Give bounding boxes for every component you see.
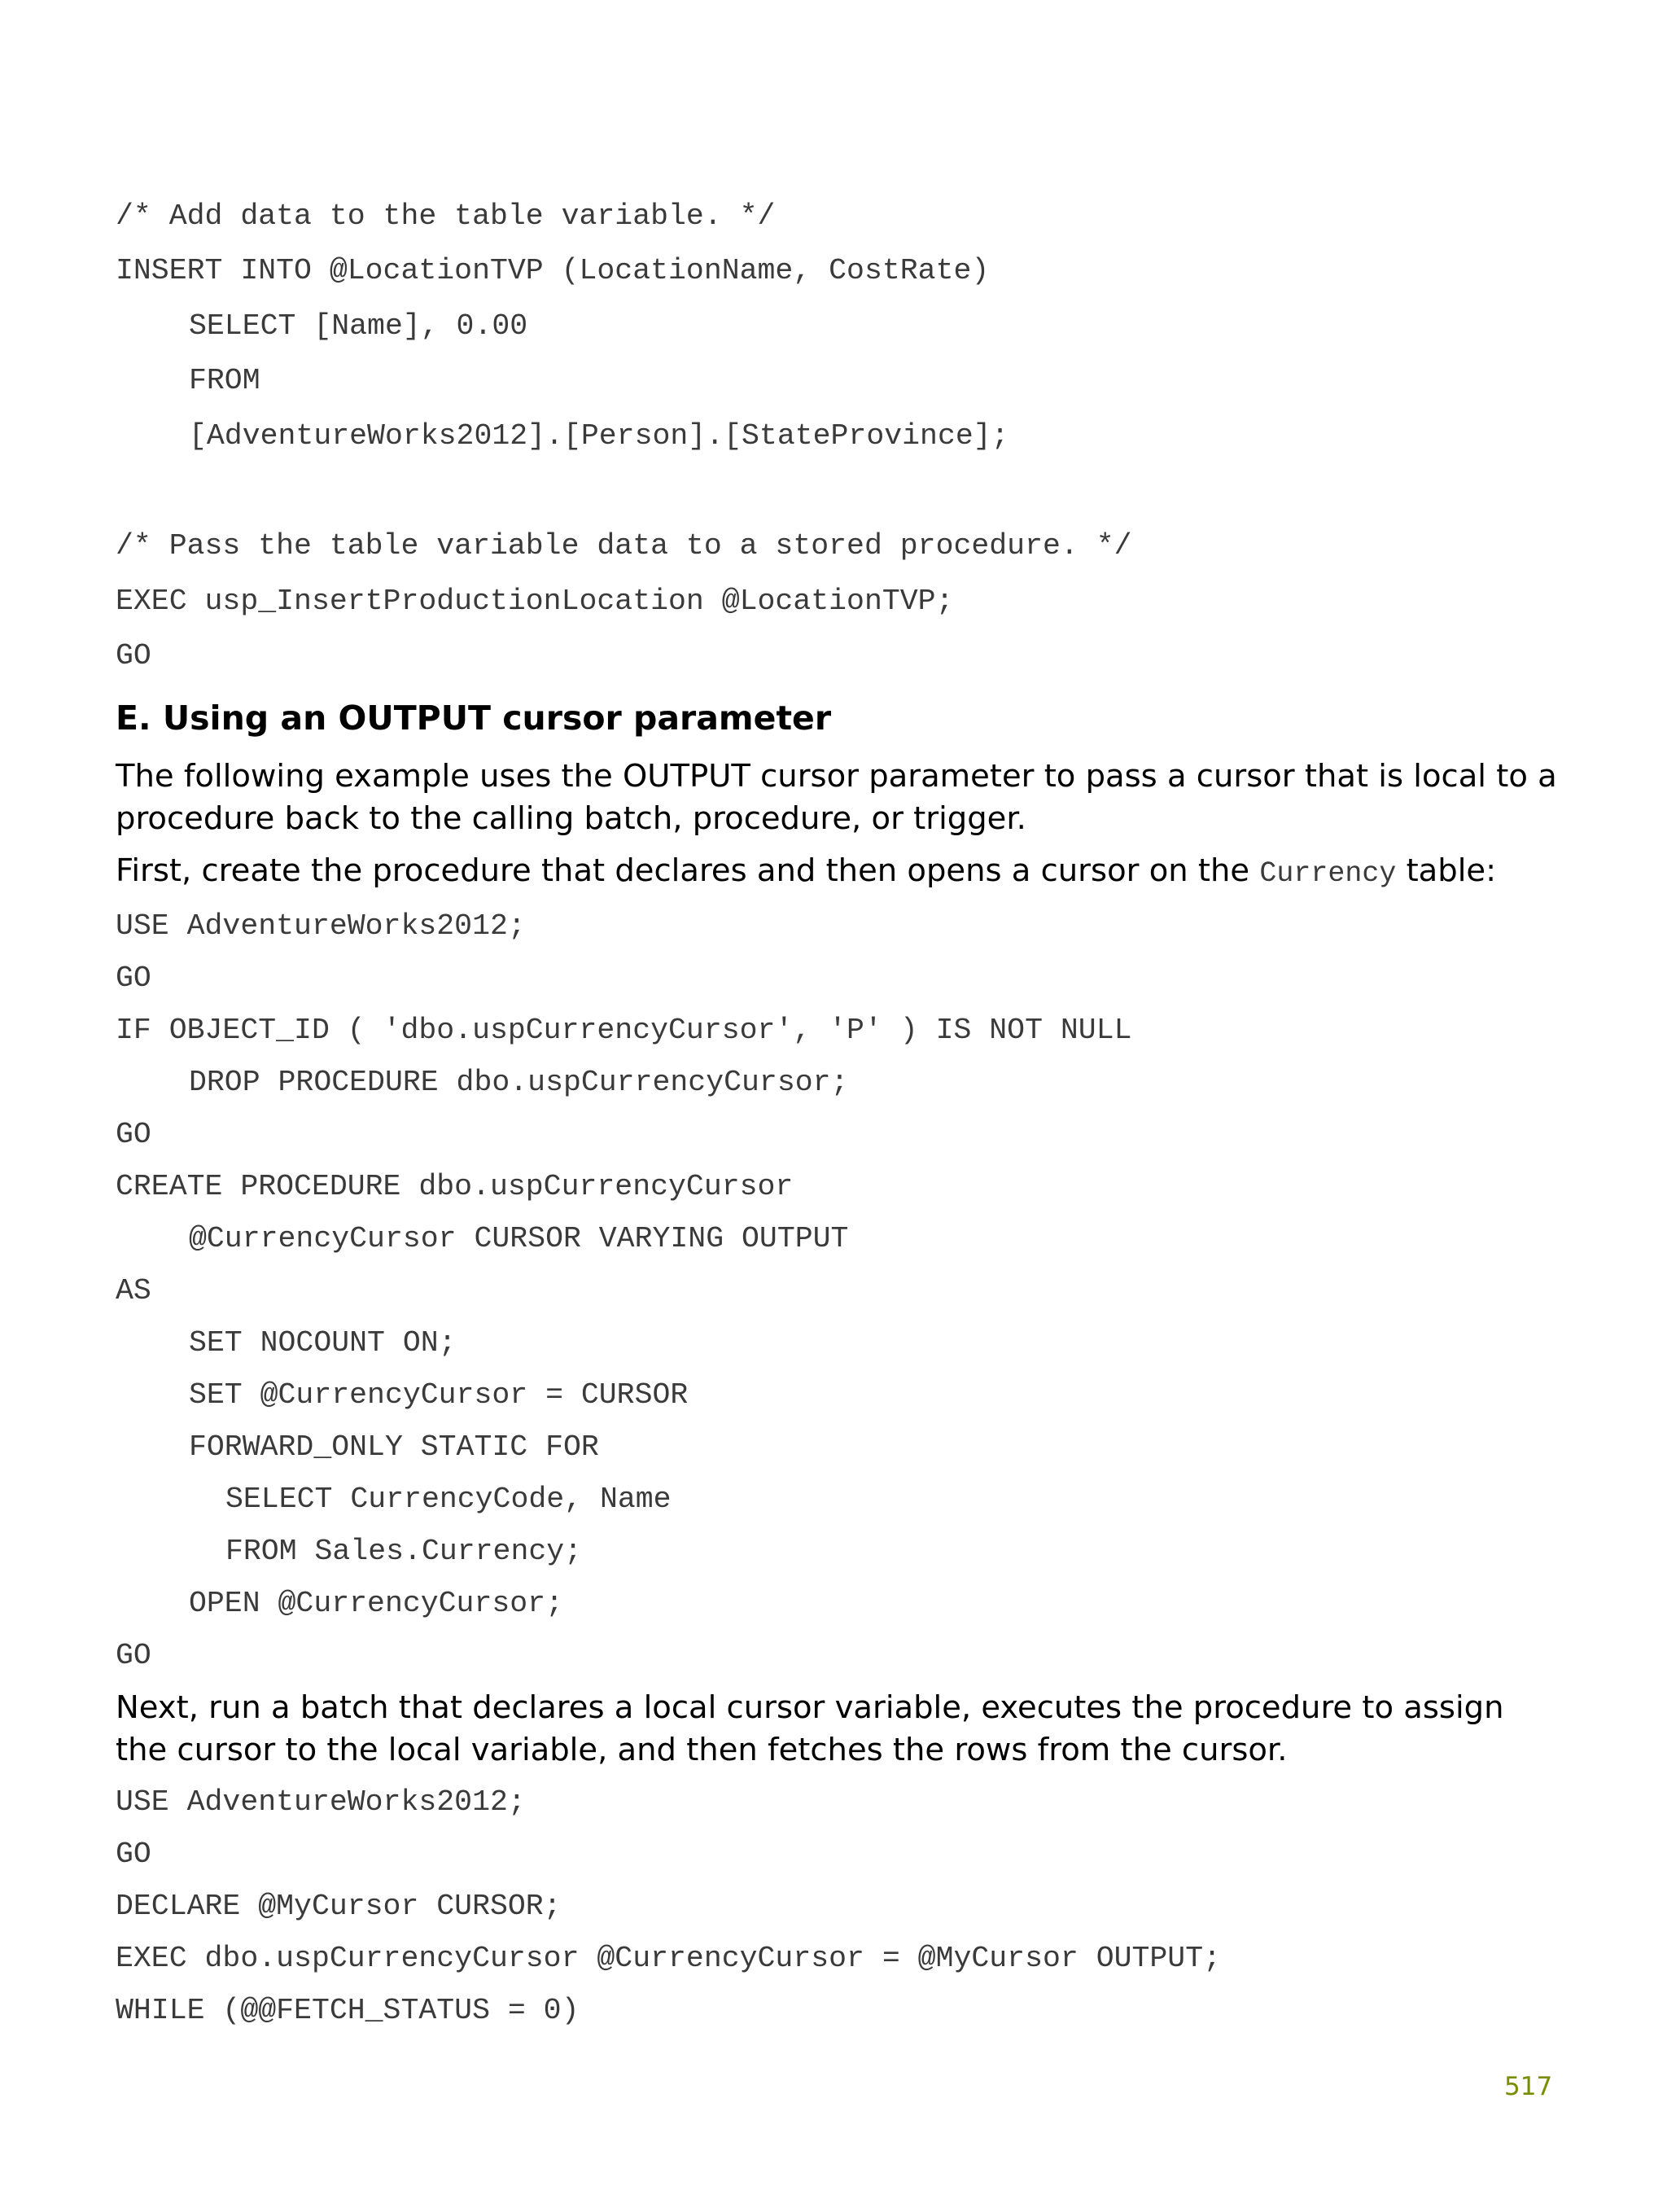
code-line: USE AdventureWorks2012;: [116, 1785, 526, 1819]
code-line: SELECT CurrencyCode, Name: [225, 1483, 672, 1516]
paragraph-text: First, create the procedure that declares and then opens a cursor on the: [116, 852, 1260, 889]
inline-code: Currency: [1259, 857, 1397, 890]
code-line: SET NOCOUNT ON;: [189, 1326, 457, 1360]
code-line: GO: [116, 1837, 151, 1871]
code-line: @CurrencyCursor CURSOR VARYING OUTPUT: [189, 1222, 849, 1255]
paragraph-intro: The following example uses the OUTPUT cursor parameter to pass a cursor that is local to a procedure back to the calling batch, procedure, or trigger.: [116, 758, 1557, 837]
code-line: [AdventureWorks2012].[Person].[StateProvince];: [189, 419, 1009, 453]
code-line: WHILE (@@FETCH_STATUS = 0): [116, 1994, 580, 2027]
code-line: /* Add data to the table variable. */: [116, 199, 776, 233]
code-line: SET @CurrencyCursor = CURSOR: [189, 1378, 689, 1412]
code-line: EXEC dbo.uspCurrencyCursor @CurrencyCursor = @MyCursor OUTPUT;: [116, 1942, 1222, 1975]
code-line: GO: [116, 639, 151, 672]
code-line: EXEC usp_InsertProductionLocation @LocationTVP;: [116, 585, 954, 618]
code-line: INSERT INTO @LocationTVP (LocationName, CostRate): [116, 254, 990, 287]
code-line: SELECT [Name], 0.00: [189, 309, 528, 343]
code-line: /* Pass the table variable data to a stored procedure. */: [116, 529, 1132, 563]
code-line: USE AdventureWorks2012;: [116, 909, 526, 943]
code-line: FORWARD_ONLY STATIC FOR: [189, 1430, 599, 1464]
page-number: 517: [1504, 2072, 1553, 2101]
code-line: DROP PROCEDURE dbo.uspCurrencyCursor;: [189, 1066, 849, 1099]
section-heading: E. Using an OUTPUT cursor parameter: [116, 699, 832, 738]
code-line: CREATE PROCEDURE dbo.uspCurrencyCursor: [116, 1170, 794, 1203]
code-line: FROM: [189, 364, 260, 397]
paragraph-text: table:: [1396, 852, 1497, 889]
code-line: GO: [116, 1118, 151, 1151]
code-line: DECLARE @MyCursor CURSOR;: [116, 1890, 562, 1923]
code-line: OPEN @CurrencyCursor;: [189, 1587, 563, 1620]
code-line: GO: [116, 961, 151, 995]
code-line: IF OBJECT_ID ( 'dbo.uspCurrencyCursor', 'P' ) IS NOT NULL: [116, 1014, 1132, 1047]
code-line: GO: [116, 1639, 151, 1672]
paragraph-create-procedure: [116, 850, 1564, 895]
code-line: AS: [116, 1274, 151, 1307]
code-line: FROM Sales.Currency;: [225, 1535, 583, 1568]
paragraph-run-batch: Next, run a batch that declares a local cursor variable, executes the procedure to assign the cursor to the local variable, and then fetches the rows from the cursor.: [116, 1689, 1504, 1768]
